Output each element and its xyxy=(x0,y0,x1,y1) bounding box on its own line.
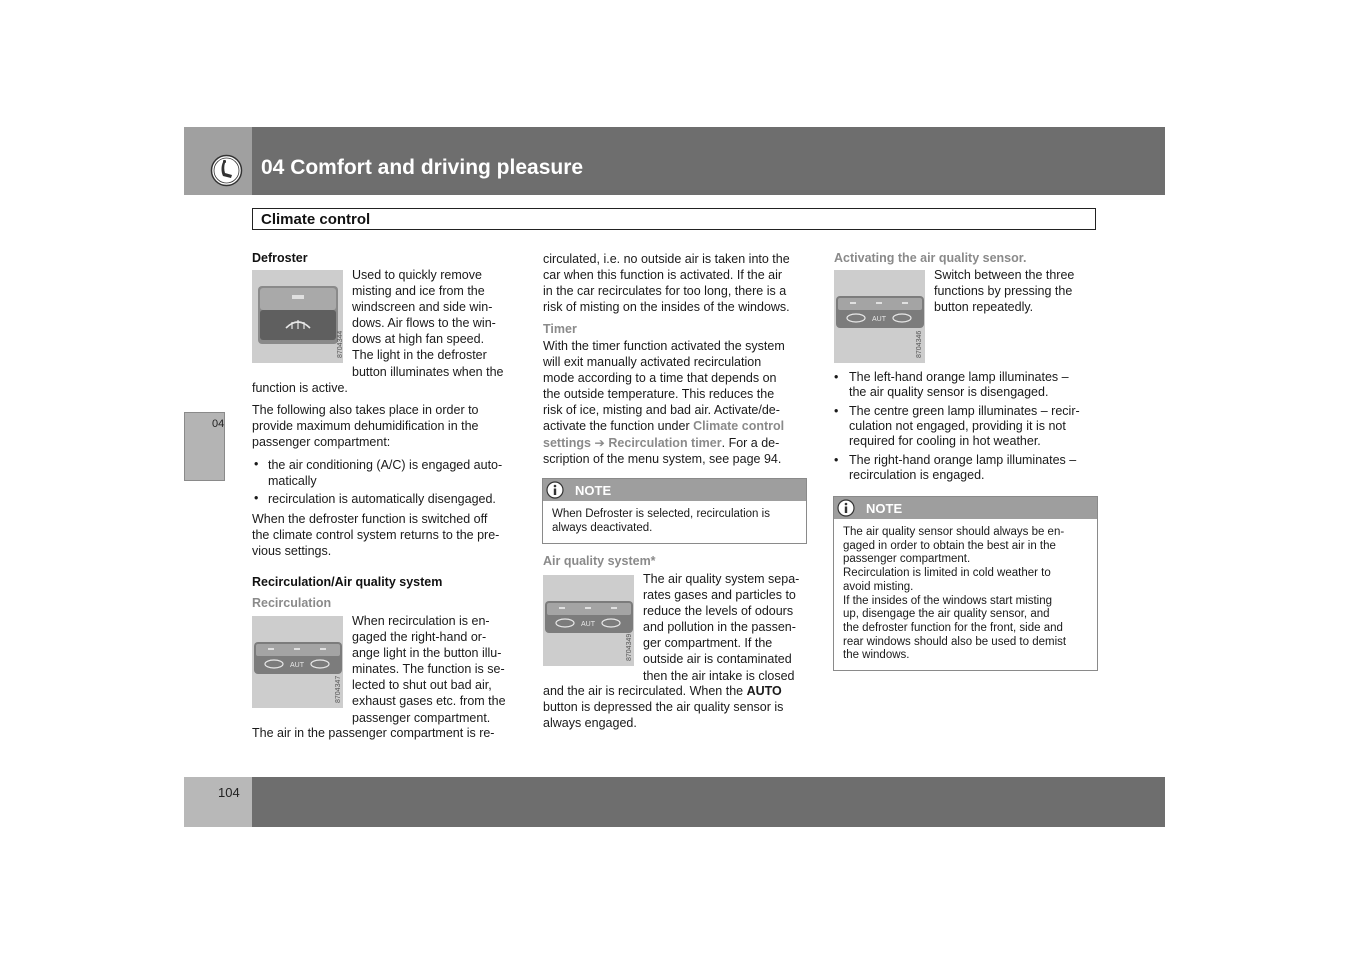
bullet-left-lamp: The left-hand orange lamp illuminates – the air quality sensor is disengaged. xyxy=(849,370,1069,399)
bullet-dot: • xyxy=(834,370,839,384)
air-quality-button-photo xyxy=(543,575,634,666)
bullet-dot: • xyxy=(254,457,259,471)
air-quality-text: The air quality system sepa- rates gases and particles to reduce the levels of odours and pollution in the passen- ger compartment. If the outside air is contaminated then the air intake is closed xyxy=(643,572,800,683)
bullet-dot: • xyxy=(834,453,839,467)
aut-label: AUT xyxy=(872,316,886,323)
side-tab-label: 04 xyxy=(212,418,225,430)
activating-photo-code: 8704346 xyxy=(916,330,923,358)
air-quality-heading: Air quality system* xyxy=(543,554,656,568)
aut-label: AUT xyxy=(581,621,595,628)
activating-heading: Activating the air quality sensor. xyxy=(834,251,1027,265)
recirc-text-tail: The air in the passenger compartment is re- xyxy=(252,726,495,740)
seat-icon xyxy=(210,154,243,187)
recirculation-timer-link: Recirculation timer xyxy=(608,435,722,450)
defroster-heading: Defroster xyxy=(252,251,308,265)
bullet-dot: • xyxy=(254,491,259,505)
bullet-centre-lamp: The centre green lamp illuminates – recir- culation not engaged, providing it is not required for cooling in hot weather. xyxy=(849,404,1080,448)
timer-heading: Timer xyxy=(543,322,577,336)
climate-control-link: Climate control xyxy=(693,419,785,434)
recirc-button-photo xyxy=(252,616,343,708)
note-text: The air quality sensor should always be en- gaged in order to obtain the best air in the passenger compartment. Recirculation is limited in cold weather to avoid misting. If the insides of the windows start misting up, disengage the air quality sensor, and the defroster function for the front, side and rear windows should also be used to demist the windows. xyxy=(843,526,1067,662)
chapter-title: 04 Comfort and driving pleasure xyxy=(261,156,584,179)
defroster-button-image xyxy=(252,270,343,363)
bullet-ac: the air conditioning (A/C) is engaged auto- matically xyxy=(268,458,503,489)
recirc-subheading: Recirculation xyxy=(252,596,332,610)
aut-label: AUT xyxy=(290,662,304,669)
note-text: When Defroster is selected, recirculation is always deactivated. xyxy=(552,508,770,534)
defroster-text: Used to quickly remove misting and ice from the windscreen and side win- dows. Air flows to the win- dows at high fan speed. The light in the defroster button illuminates when the xyxy=(352,268,504,379)
bullet-right-lamp: The right-hand orange lamp illuminates – recirculation is engaged. xyxy=(849,453,1077,482)
recirc-photo-code: 8704347 xyxy=(335,675,342,703)
page-number: 104 xyxy=(218,785,240,800)
note-box-air-quality xyxy=(833,496,1098,671)
settings-link: settings xyxy=(543,435,591,450)
recirc-continued: circulated, i.e. no outside air is taken into the car when this function is activated. If the air in the car recirculates for too long, there is a risk of misting on the insides of the windows. xyxy=(543,252,790,315)
air-quality-tail: and the air is recirculated. When the AUTO button is depressed the air quality sensor is always engaged. xyxy=(543,684,784,731)
defroster-text-tail: function is active. xyxy=(252,381,348,395)
note-box-defroster xyxy=(542,478,807,544)
bullet-recirc: recirculation is automatically disengaged. xyxy=(268,492,496,506)
section-title-box xyxy=(252,208,1096,230)
info-icon xyxy=(546,481,564,499)
footer-bar xyxy=(252,777,1165,827)
recirc-text: When recirculation is en- gaged the right-hand or- ange light in the button illu- minates. The function is se- lected to shut out bad air, exhaust gases etc. from the passenger compartment. xyxy=(352,614,506,725)
air-quality-photo-code: 8704349 xyxy=(626,633,633,661)
note-label: NOTE xyxy=(575,483,612,498)
note-label: NOTE xyxy=(866,501,903,516)
info-icon xyxy=(837,499,855,517)
activating-button-image xyxy=(834,270,925,363)
air-quality-button-image xyxy=(543,575,634,666)
switched-off-paragraph: When the defroster function is switched off the climate control system returns to the pre- vious settings. xyxy=(252,512,500,559)
following-paragraph: The following also takes place in order to provide maximum dehumidification in the passenger compartment: xyxy=(252,403,479,450)
menu-arrow-icon: ➔ xyxy=(594,435,605,450)
defroster-photo-code: 8704344 xyxy=(337,330,344,358)
recirc-button-image xyxy=(252,616,343,708)
activating-text: Switch between the three functions by pressing the button repeatedly. xyxy=(934,268,1075,315)
defroster-button-photo xyxy=(252,270,343,363)
bullet-dot: • xyxy=(834,404,839,418)
auto-button-label: AUTO xyxy=(746,684,782,698)
activating-button-photo xyxy=(834,270,925,363)
timer-text: With the timer function activated the system will exit manually activated recirculation mode according to a time that depends on the outside temperature. This reduces the risk of ice, misting and bad air. Activate/de- activate the function under Climate control settings ➔ Recirculation timer. For a de- scription of the menu system, see page 94. xyxy=(543,339,785,466)
section-title: Climate control xyxy=(261,211,371,228)
recirc-heading: Recirculation/Air quality system xyxy=(252,575,443,589)
